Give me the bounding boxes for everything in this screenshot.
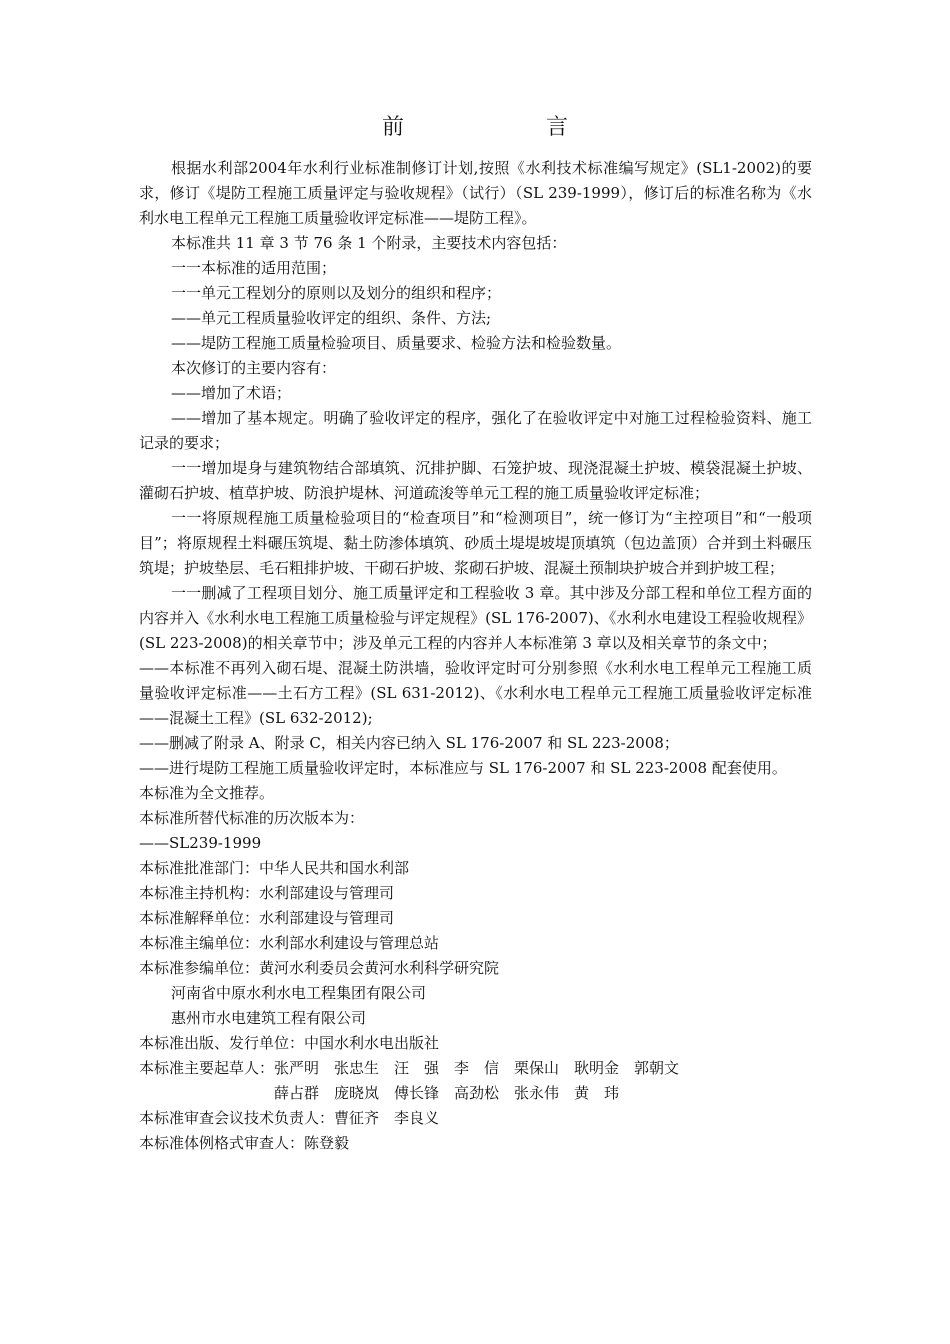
paragraph-history-version: ——SL239-1999 (139, 834, 262, 852)
paragraph-participants: 本标准参编单位：黄河水利委员会黄河水利科学研究院 (139, 959, 500, 977)
list-item-deleted-chapters: 一一删减了工程项目划分、施工质量评定和工程验收 3 章。其中涉及分部工程和单位工程方面的内容并入《水利水电工程施工质量检验与评定规程》(SL 176-2007)、《水利水电建设工程验收规程》(SL 223-2008)的相关章节中；涉及单元工程的内容并人本标准第 3 章以及相关章节的条文中； (139, 584, 812, 652)
drafters-line-2: 薛占群 庞晓岚 傅长锋 高劲松 张永伟 黄 玮 (274, 1084, 620, 1102)
list-item-scope: 一一本标准的适用范围； (171, 259, 337, 277)
drafters-names (274, 1056, 812, 1106)
list-item-renamed-items: 一一将原规程施工质量检验项目的“检查项目”和“检测项目”，统一修订为“主控项目”和“一般项目”；将原规程土料碾压筑堤、黏土防渗体填筑、砂质土堤堤坡堤顶填筑（包边盖顶）合并到土料碾压筑堤；护坡垫层、毛石粗排护坡、干砌石护坡、浆砌石护坡、混凝土预制块护坡合并到护坡工程； (139, 509, 812, 577)
list-item-usage: ——进行堤防工程施工质量验收评定时，本标准应与 SL 176-2007 和 SL 223-2008 配套使用。 (139, 759, 787, 777)
paragraph-contents-intro: 本标准共 11 章 3 节 76 条 1 个附录，主要技术内容包括： (171, 234, 567, 252)
paragraph-review-lead: 本标准审查会议技术负责人：曹征齐 李良义 (139, 1109, 440, 1127)
list-item-terms: ——增加了术语； (171, 384, 292, 402)
paragraph-approval-dept: 本标准批准部门：中华人民共和国水利部 (139, 859, 410, 877)
list-item-basic-rules: ——增加了基本规定。明确了验收评定的程序，强化了在验收评定中对施工过程检验资料、施工记录的要求； (139, 409, 812, 452)
list-item-organization: ——单元工程质量验收评定的组织、条件、方法; (171, 309, 492, 327)
paragraph-host-org: 本标准主持机构：水利部建设与管理司 (139, 884, 395, 902)
list-item-deleted-appendix: ——删减了附录 A、附录 C，相关内容已纳入 SL 176-2007 和 SL 223-2008； (139, 734, 679, 752)
paragraph-publisher: 本标准出版、发行单位：中国水利水电出版社 (139, 1034, 440, 1052)
paragraph-recommendation: 本标准为全文推荐。 (139, 784, 275, 802)
paragraph-changes-intro: 本次修订的主要内容有： (171, 359, 337, 377)
paragraph-history-intro: 本标准所替代标准的历次版本为： (139, 809, 365, 827)
paragraph-revision-basis: 根据水利部2004年水利行业标准制修订计划,按照《水利技术标准编写规定》(SL1-2002)的要求，修订《堤防工程施工质量评定与验收规程》（试行）（SL 239-1999），修订后的标准名称为《水利水电工程单元工程施工质量验收评定标准——堤防工程》。 (139, 159, 812, 227)
list-item-division: 一一单元工程划分的原则以及划分的组织和程序； (171, 284, 502, 302)
paragraph-format-reviewer: 本标准体例格式审查人：陈登毅 (139, 1134, 350, 1152)
drafters-line-1: 张严明 张忠生 汪 强 李 信 栗保山 耿明金 郭朝文 (274, 1059, 680, 1077)
paragraph-chief-editor: 本标准主编单位：水利部水利建设与管理总站 (139, 934, 440, 952)
drafters-label: 本标准主要起草人： (139, 1059, 275, 1077)
list-item-added-units: 一一增加堤身与建筑物结合部填筑、沉排护脚、石笼护坡、现浇混凝土护坡、模袋混凝土护坡、灌砌石护坡、植草护坡、防浪护堤林、河道疏浚等单元工程的施工质量验收评定标准； (139, 459, 812, 502)
paragraph-participant-2: 河南省中原水利水电工程集团有限公司 (171, 984, 427, 1002)
foreword-body (139, 156, 812, 1156)
paragraph-participant-3: 惠州市水电建筑工程有限公司 (171, 1009, 367, 1027)
paragraph-interpretation-unit: 本标准解释单位：水利部建设与管理司 (139, 909, 395, 927)
list-item-excluded: ——本标准不再列入砌石堤、混凝土防洪墙，验收评定时可分别参照《水利水电工程单元工程施工质量验收评定标准——土石方工程》(SL 631-2012)、《水利水电工程单元工程施工质量验收评定标准——混凝土工程》(SL 632-2012); (139, 659, 812, 727)
page-title: 前 言 (381, 115, 628, 140)
list-item-inspection: ——堤防工程施工质量检验项目、质量要求、检验方法和检验数量。 (171, 334, 622, 352)
drafters-block (139, 1056, 812, 1106)
